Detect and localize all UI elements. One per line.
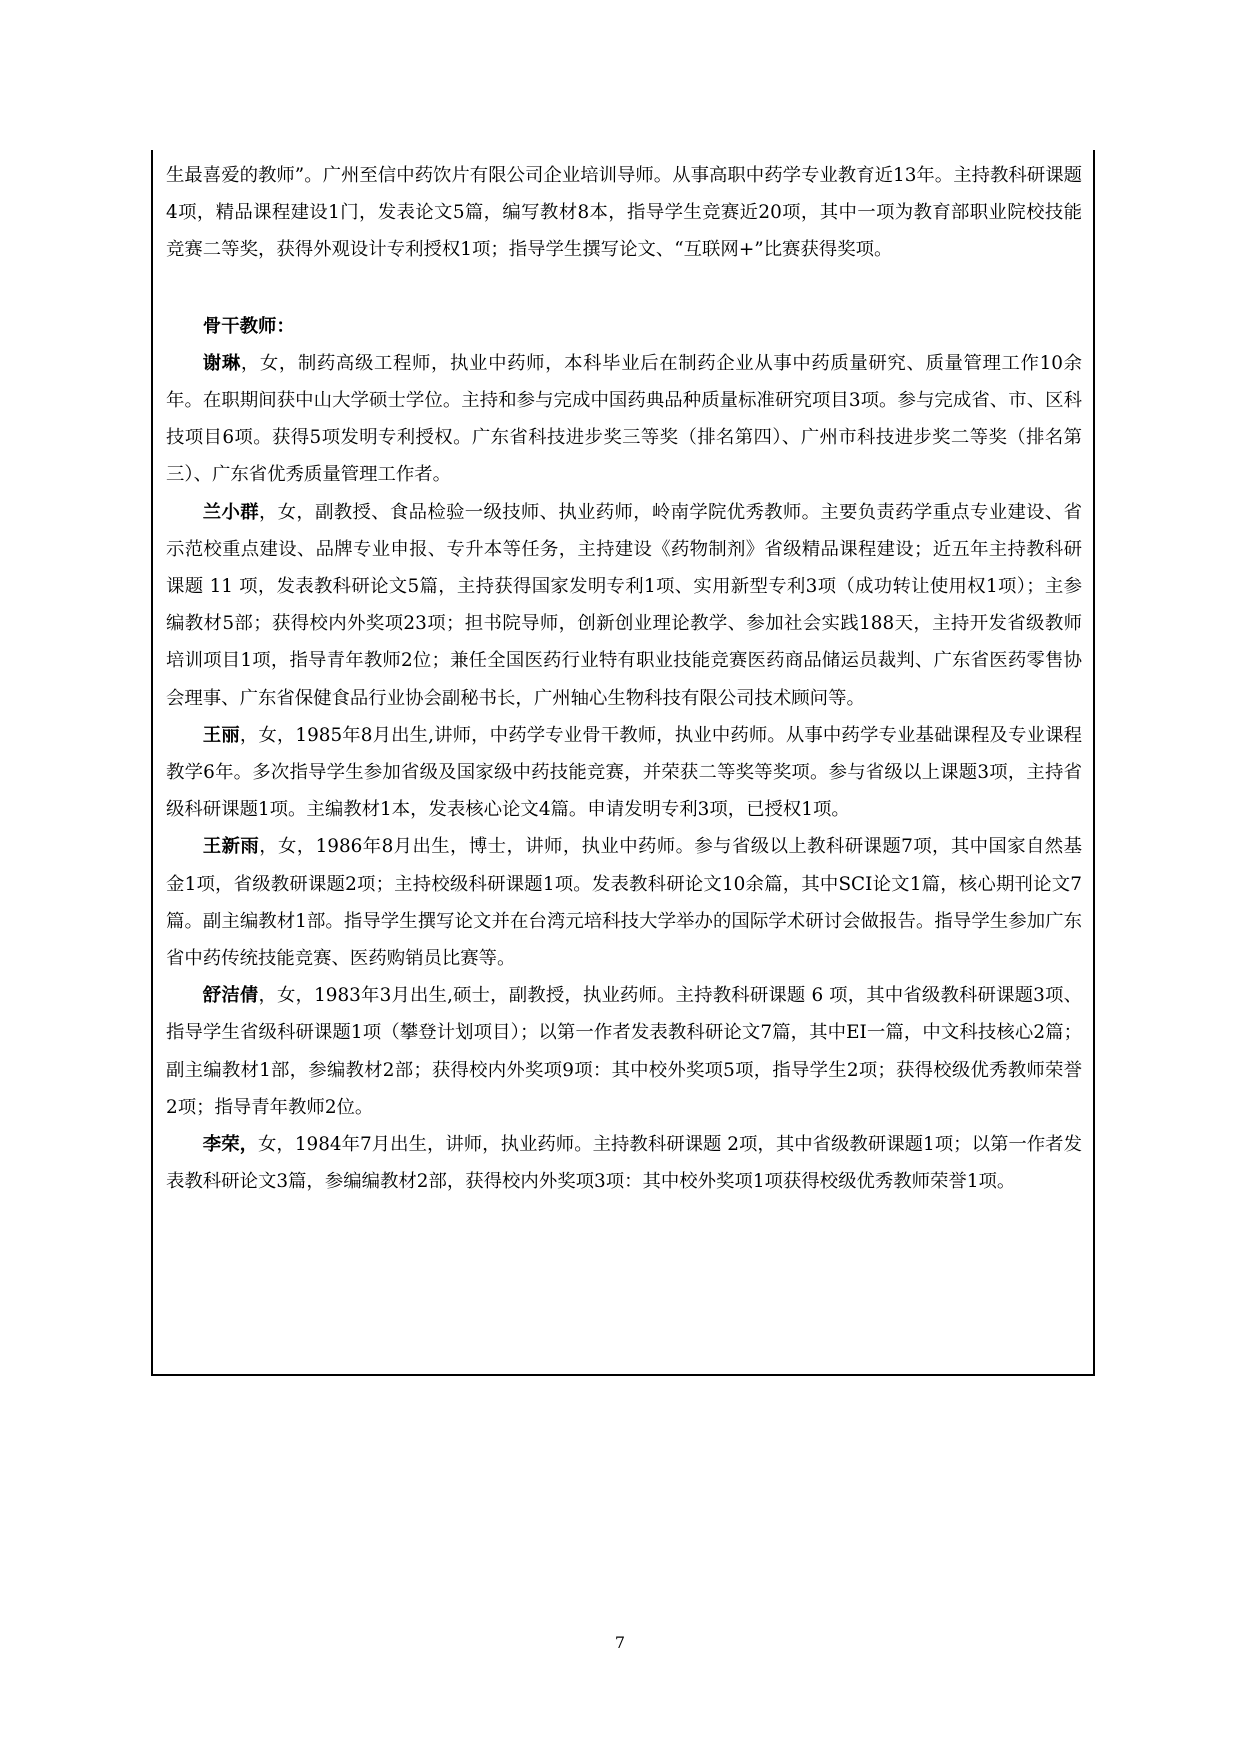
section-heading: 骨干教师：	[202, 315, 295, 337]
paragraph-gap	[166, 269, 1082, 308]
teacher-name: 王新雨	[202, 836, 260, 858]
teacher-paragraph	[166, 977, 1082, 1126]
teacher-name: 兰小群	[202, 501, 259, 523]
intro-paragraph: 生最喜爱的教师”。广州至信中药饮片有限公司企业培训导师。从事高职中药学专业教育近13年。主持教科研课题4项，精品课程建设1门，发表论文5篇，编写教材8本，指导学生竞赛近20项，其中一项为教育部职业院校技能竞赛二等奖，获得外观设计专利授权1项；指导学生撰写论文、“互联网+”比赛获得奖项。	[166, 165, 1082, 261]
teacher-name: 王丽	[202, 724, 240, 746]
teacher-paragraph	[166, 717, 1082, 829]
teacher-name: 舒洁倩	[202, 985, 259, 1007]
teacher-paragraph	[166, 1126, 1082, 1200]
teacher-bio: ，女，制药高级工程师，执业中药师，本科毕业后在制药企业从事中药质量研究、质量管理工作10余年。在职期间获中山大学硕士学位。主持和参与完成中国药典品种质量标准研究项目3项。参与完成省、市、区科技项目6项。获得5项发明专利授权。广东省科技进步奖三等奖（排名第四）、广州市科技进步奖二等奖（排名第三）、广东省优秀质量管理工作者。	[166, 352, 1082, 486]
teacher-name: 谢琳	[202, 352, 241, 374]
page-number: 7	[614, 1633, 626, 1652]
document-body	[166, 157, 1082, 1200]
teacher-bio: ，女，副教授、食品检验一级技师、执业药师，岭南学院优秀教师。主要负责药学重点专业建设、省示范校重点建设、品牌专业申报、专升本等任务，主持建设《药物制剂》省级精品课程建设；近五年主持教科研课题 11 项，发表教科研论文5篇，主持获得国家发明专利1项、实用新型专利3项（成功转让使用权1项）；主参编教材5部；获得校内外奖项23项；担书院导师，创新创业理论教学、参加社会实践188天，主持开发省级教师培训项目1项，指导青年教师2位；兼任全国医药行业特有职业技能竞赛医药商品储运员裁判、广东省医药零售协会理事、广东省保健食品行业协会副秘书长，广州轴心生物科技有限公司技术顾问等。	[166, 501, 1082, 709]
teacher-name: 李荣，	[202, 1134, 259, 1156]
teacher-bio: 女，1984年7月出生，讲师，执业药师。主持教科研课题 2项，其中省级教研课题1项；以第一作者发表教科研论文3篇，参编编教材2部，获得校内外奖项3项：其中校外奖项1项获得校级优秀教师荣誉1项。	[166, 1134, 1082, 1193]
teacher-bio: ，女，1986年8月出生，博士，讲师，执业中药师。参与省级以上教科研课题7项，其中国家自然基金1项，省级教研课题2项；主持校级科研课题1项。发表教科研论文10余篇，其中SCI论文1篇，核心期刊论文7篇。副主编教材1部。指导学生撰写论文并在台湾元培科技大学举办的国际学术研讨会做报告。指导学生参加广东省中药传统技能竞赛、医药购销员比赛等。	[166, 836, 1082, 970]
teacher-paragraph	[166, 345, 1082, 494]
teacher-bio: ，女，1983年3月出生,硕士，副教授，执业药师。主持教科研课题 6 项，其中省级教科研课题3项、指导学生省级科研课题1项（攀登计划项目）；以第一作者发表教科研论文7篇，其中EI一篇，中文科技核心2篇；副主编教材1部，参编教材2部；获得校内外奖项9项：其中校外奖项5项，指导学生2项；获得校级优秀教师荣誉2项；指导青年教师2位。	[166, 985, 1082, 1118]
teacher-paragraph	[166, 828, 1082, 977]
teacher-paragraph	[166, 494, 1082, 717]
teacher-bio: ，女，1985年8月出生,讲师，中药学专业骨干教师，执业中药师。从事中药学专业基础课程及专业课程教学6年。多次指导学生参加省级及国家级中药技能竞赛，并荣获二等奖等奖项。参与省级以上课题3项，主持省级科研课题1项。主编教材1本，发表核心论文4篇。申请发明专利3项，已授权1项。	[166, 724, 1082, 821]
